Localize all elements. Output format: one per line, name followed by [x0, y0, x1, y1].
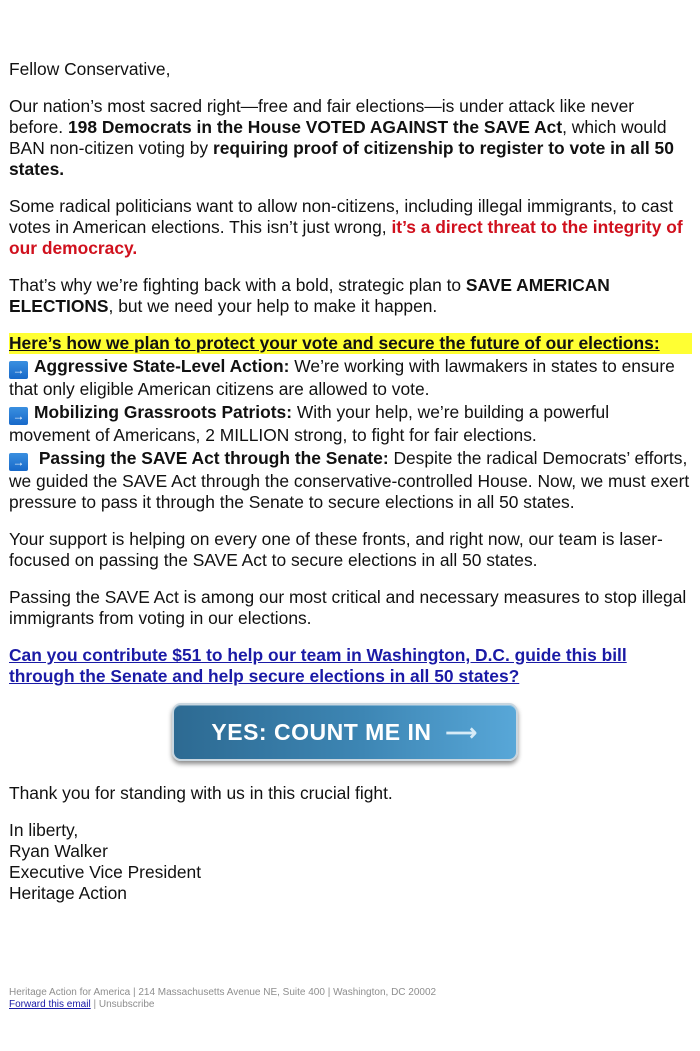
- arrow-right-icon: ⟶: [445, 720, 478, 745]
- plan-list: [9, 333, 692, 513]
- cta-paragraph: [9, 645, 692, 687]
- plan-intro-paragraph: [9, 275, 692, 317]
- plan-item-text: Despite the radical Democrats’ efforts, we guided the SAVE Act through the conservative-controlled House. Now, we must exert pressure to pass it through the Senate to secure elections in all 50 states.: [9, 448, 690, 512]
- intro-paragraph: [9, 96, 692, 180]
- intro-bold-vote: 198 Democrats in the House VOTED AGAINST the SAVE Act: [67, 117, 563, 137]
- intro-text-2: , which would BAN non-citizen voting by: [9, 117, 667, 158]
- thanks-paragraph: Thank you for standing with us in this crucial fight.: [9, 783, 393, 803]
- footer-links: [9, 999, 436, 1011]
- contribute-link[interactable]: Can you contribute $51 to help our team in Washington, D.C. guide this bill through the Senate and help secure elections in all 50 states?: [9, 645, 627, 686]
- count-me-in-label: YES: COUNT ME IN: [211, 719, 432, 745]
- plan-item-state-action: [9, 356, 692, 400]
- critical-paragraph: Passing the SAVE Act is among our most critical and necessary measures to stop illegal immigrants from voting in our elections.: [9, 587, 687, 628]
- email-footer: [9, 987, 436, 1011]
- plan-intro-text: That’s why we’re fighting back with a bold, strategic plan to: [9, 275, 466, 295]
- intro-bold-proof: requiring proof of citizenship to register to vote in all 50 states.: [9, 138, 674, 179]
- footer-address: Heritage Action for America | 214 Massachusetts Avenue NE, Suite 400 | Washington, DC 20002: [9, 987, 437, 998]
- signature-block: [9, 820, 692, 904]
- unsubscribe-link[interactable]: Unsubscribe: [98, 999, 155, 1010]
- threat-red-emphasis: it’s a direct threat to the integrity of our democracy.: [9, 217, 683, 258]
- greeting: Fellow Conservative,: [9, 59, 171, 79]
- plan-item-title: Aggressive State-Level Action:: [34, 356, 290, 376]
- plan-item-title: Mobilizing Grassroots Patriots:: [34, 402, 292, 422]
- support-paragraph: Your support is helping on every one of these fronts, and right now, our team is laser-focused on passing the SAVE Act to secure elections in all 50 states.: [9, 529, 663, 570]
- arrow-right-icon: →: [9, 407, 28, 425]
- arrow-right-icon: →: [9, 453, 28, 471]
- arrow-right-icon: →: [9, 361, 28, 379]
- threat-paragraph: [9, 196, 692, 259]
- signature-closing: In liberty,: [9, 820, 79, 840]
- signature-title: Executive Vice President: [9, 862, 202, 882]
- plan-item-title: Passing the SAVE Act through the Senate:: [34, 448, 389, 468]
- signature-org: Heritage Action: [9, 883, 127, 903]
- intro-text: Our nation’s most sacred right—free and fair elections—is under attack like never before.: [9, 96, 635, 137]
- plan-item-senate: [9, 448, 692, 513]
- count-me-in-button[interactable]: [172, 703, 518, 761]
- forward-email-link[interactable]: Forward this email: [9, 999, 91, 1010]
- threat-text: Some radical politicians want to allow non-citizens, including illegal immigrants, to cast votes in American elections. This isn’t just wrong,: [9, 196, 674, 237]
- cta-button-wrap: [9, 703, 692, 761]
- plan-item-grassroots: [9, 402, 692, 446]
- signature-name: Ryan Walker: [9, 841, 108, 861]
- plan-intro-bold: SAVE AMERICAN ELECTIONS: [9, 275, 610, 316]
- plan-item-text: We’re working with lawmakers in states to ensure that only eligible American citizens are allowed to vote.: [9, 356, 675, 399]
- plan-intro-text-2: , but we need your help to make it happen.: [108, 296, 438, 316]
- footer-separator: |: [90, 999, 99, 1010]
- plan-item-text: With your help, we’re building a powerful movement of Americans, 2 MILLION strong, to fight for fair elections.: [9, 402, 610, 445]
- plan-heading: Here’s how we plan to protect your vote and secure the future of our elections:: [9, 333, 692, 354]
